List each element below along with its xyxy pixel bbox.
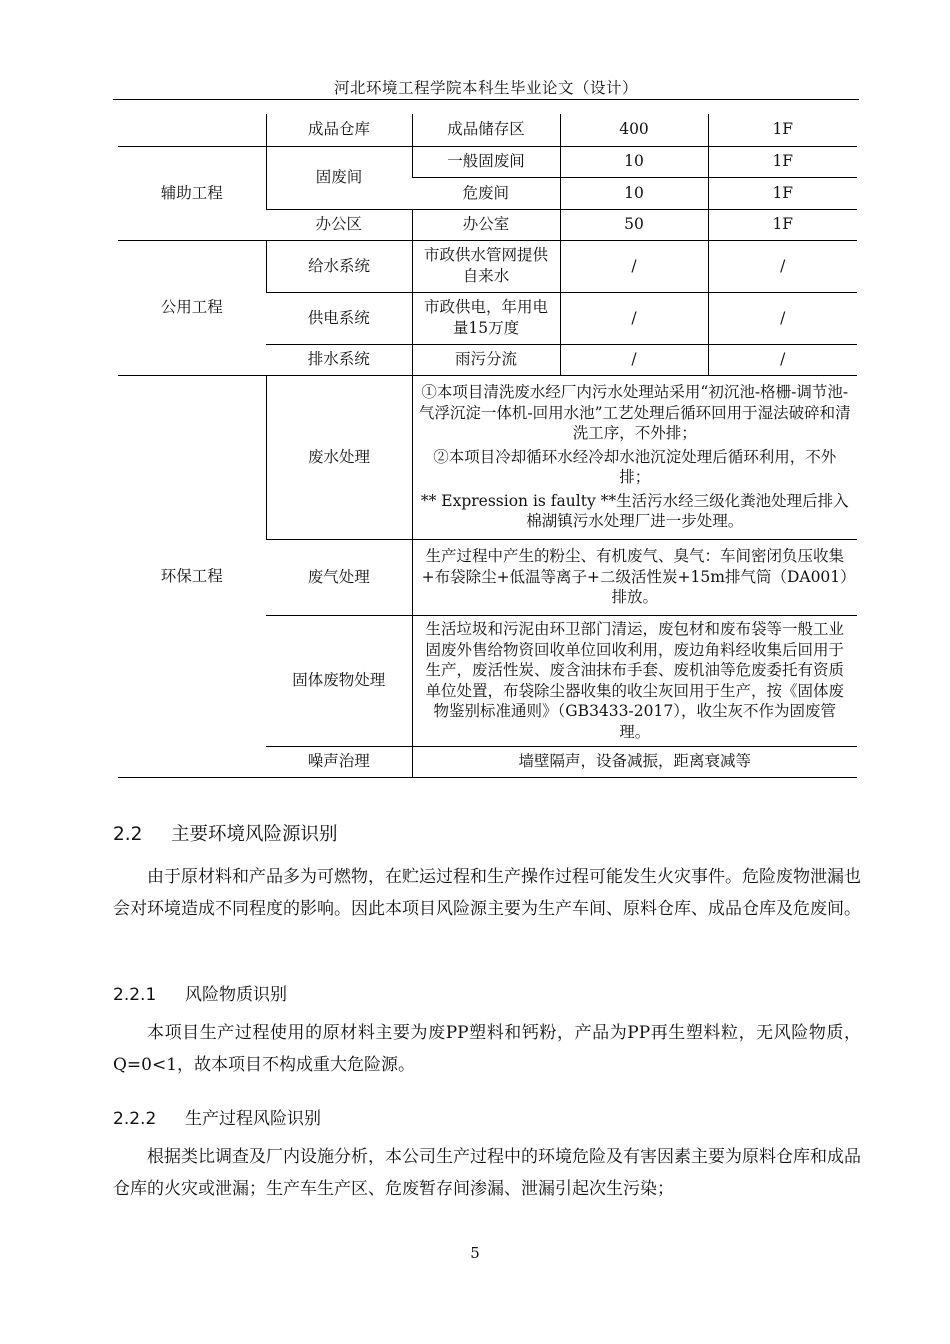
table-cell: 供电系统 bbox=[266, 292, 412, 344]
section-title: 风险物质识别 bbox=[185, 985, 287, 1005]
section-heading-2-2-2 bbox=[113, 1104, 321, 1129]
section-number: 2.2 bbox=[113, 824, 143, 845]
table-row bbox=[118, 114, 857, 146]
wastewater-item-2: ②本项目冷却循环水经冷却水池沉淀处理后循环利用，不外排； bbox=[433, 447, 837, 487]
table-cell: / bbox=[560, 240, 708, 292]
table-cell: / bbox=[560, 292, 708, 344]
group-label: 辅助工程 bbox=[118, 146, 266, 240]
table-cell: / bbox=[708, 240, 857, 292]
section-heading-2-2 bbox=[113, 820, 338, 846]
table-cell: 固体废物处理 bbox=[266, 615, 412, 746]
table-cell: 10 bbox=[560, 146, 708, 177]
section-heading-2-2-1 bbox=[113, 980, 287, 1005]
table-cell: 危废间 bbox=[412, 177, 560, 209]
table-cell: 1F bbox=[708, 177, 857, 209]
table-cell: 1F bbox=[708, 114, 857, 146]
table-cell: 1F bbox=[708, 146, 857, 177]
wastewater-item-1: ①本项目清洗废水经厂内污水处理站采用“初沉池-格栅-调节池-气浮沉淀一体机-回用水池”工艺处理后循环回用于湿法破碎和清洗工序，不外排； bbox=[418, 383, 851, 443]
section-title: 生产过程风险识别 bbox=[185, 1109, 321, 1129]
table-cell: 办公室 bbox=[412, 209, 560, 240]
table-cell: 10 bbox=[560, 177, 708, 209]
table-cell: 市政供水管网提供自来水 bbox=[412, 240, 560, 292]
paragraph: 本项目生产过程使用的原材料主要为废PP塑料和钙粉，产品为PP再生塑料粒，无风险物质，Q=0<1，故本项目不构成重大危险源。 bbox=[113, 1023, 861, 1075]
group-label: 公用工程 bbox=[118, 240, 266, 375]
project-composition-table bbox=[118, 114, 857, 778]
paragraph: 由于原材料和产品多为可燃物，在贮运过程和生产操作过程可能发生火灾事件。危险废物泄漏也会对环境造成不同程度的影响。因此本项目风险源主要为生产车间、原料仓库、成品仓库及危废间。 bbox=[113, 867, 861, 919]
header-rule bbox=[113, 99, 859, 100]
table-cell: 400 bbox=[560, 114, 708, 146]
table-cell: 废水处理 bbox=[266, 375, 412, 539]
table-cell: 排水系统 bbox=[266, 344, 412, 375]
table-cell: 生活垃圾和污泥由环卫部门清运，废包材和废布袋等一般工业固废外售给物资回收单位回收利用，废边角料经收集后回用于生产，废活性炭、废含油抹布手套、废机油等危废委托有资质单位处置，布袋除尘器收集的收尘灰回用于生产，按《固体废物鉴别标准通则》（GB3433-2017），收尘灰不作为固废管理。 bbox=[412, 615, 857, 746]
table-cell: / bbox=[560, 344, 708, 375]
page-header: 河北环境工程学院本科生毕业论文（设计） bbox=[333, 79, 638, 97]
table-cell: 废气处理 bbox=[266, 539, 412, 615]
table-cell: 噪声治理 bbox=[266, 746, 412, 777]
table-cell: 给水系统 bbox=[266, 240, 412, 292]
table-cell: 墙壁隔声，设备减振，距离衰减等 bbox=[412, 746, 857, 777]
table-cell: 办公区 bbox=[266, 209, 412, 240]
table-cell: 生产过程中产生的粉尘、有机废气、臭气：车间密闭负压收集+布袋除尘+低温等离子+二级活性炭+15m排气筒（DA001）排放。 bbox=[412, 539, 857, 615]
section-title: 主要环境风险源识别 bbox=[171, 824, 338, 845]
table-cell: / bbox=[708, 344, 857, 375]
page-number: 5 bbox=[470, 1244, 480, 1262]
table-cell: 成品储存区 bbox=[412, 114, 560, 146]
table-cell: 1F bbox=[708, 209, 857, 240]
table-cell: / bbox=[708, 292, 857, 344]
section-number: 2.2.2 bbox=[113, 1109, 157, 1129]
table-row bbox=[118, 240, 857, 292]
table-cell: 一般固废间 bbox=[412, 146, 560, 177]
paragraph: 根据类比调查及厂内设施分析，本公司生产过程中的环境危险及有害因素主要为原料仓库和成品仓库的火灾或泄漏；生产车生产区、危废暂存间渗漏、泄漏引起次生污染； bbox=[113, 1147, 861, 1199]
table-cell: 50 bbox=[560, 209, 708, 240]
table-cell: 固废间 bbox=[266, 146, 412, 209]
table-row bbox=[118, 146, 857, 177]
table-cell: 雨污分流 bbox=[412, 344, 560, 375]
table-cell: 市政供电，年用电量15万度 bbox=[412, 292, 560, 344]
section-number: 2.2.1 bbox=[113, 985, 157, 1005]
group-label: 环保工程 bbox=[118, 375, 266, 777]
table-cell: 成品仓库 bbox=[266, 114, 412, 146]
table-cell bbox=[412, 375, 857, 539]
table-row bbox=[118, 375, 857, 539]
table-cell bbox=[118, 114, 266, 146]
wastewater-item-3: ** Expression is faulty **生活污水经三级化粪池处理后排入棉湖镇污水处理厂进一步处理。 bbox=[420, 491, 849, 531]
